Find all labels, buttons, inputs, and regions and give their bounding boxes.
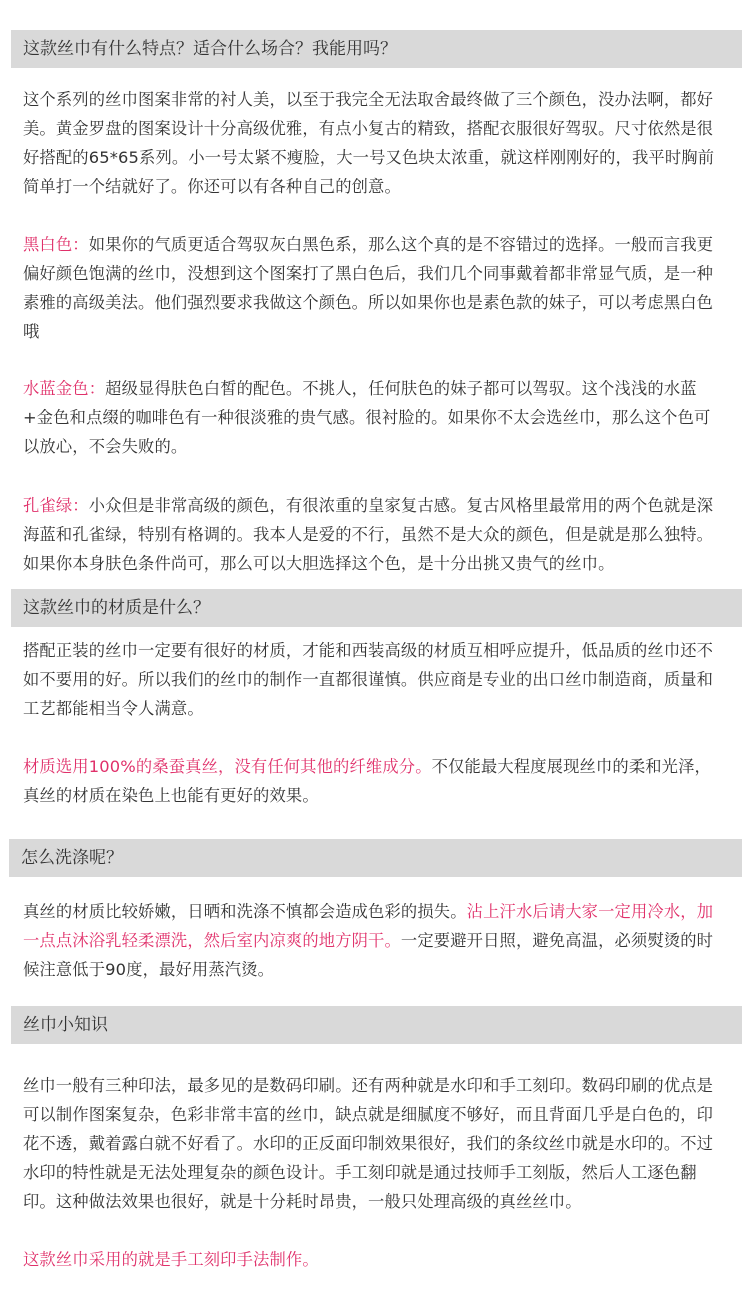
black-white-label: 黑白色： bbox=[23, 235, 89, 254]
aqua-gold-label: 水蓝金色： bbox=[23, 379, 106, 398]
material-intro-paragraph bbox=[23, 636, 719, 723]
material-intro-text: 搭配正装的丝巾一定要有很好的材质，才能和西装高级的材质互相呼应提升，低品质的丝巾还不如不要用的好。所以我们的丝巾的制作一直都很谨慎。供应商是专业的出口丝巾制造商，质量和工艺都能相当令人满意。 bbox=[23, 641, 714, 718]
section-header-washing: 怎么洗涤呢？ bbox=[9, 839, 742, 877]
material-silk-highlight: 材质选用100%的桑蚕真丝，没有任何其他的纤维成分。 bbox=[23, 757, 432, 776]
knowledge-text: 丝巾一般有三种印法，最多见的是数码印刷。还有两种就是水印和手工刻印。数码印刷的优点是可以制作图案复杂，色彩非常丰富的丝巾，缺点就是细腻度不够好，而且背面几乎是白色的，印花不透，戴着露白就不好看了。水印的正反面印制效果很好，我们的条纹丝巾就是水印的。不过水印的特性就是无法处理复杂的颜色设计。手工刻印就是通过技师手工刻版，然后人工逐色翻印。这种做法效果也很好，就是十分耗时昂贵，一般只处理高级的真丝丝巾。 bbox=[23, 1076, 714, 1211]
peacock-green-paragraph bbox=[23, 491, 719, 578]
black-white-text: 如果你的气质更适合驾驭灰白黑色系，那么这个真的是不容错过的选择。一般而言我更偏好颜色饱满的丝巾，没想到这个图案打了黑白色后，我们几个同事戴着都非常显气质，是一种素雅的高级美法。他们强烈要求我做这个颜色。所以如果你也是素色款的妹子，可以考虑黑白色哦 bbox=[23, 235, 714, 341]
peacock-green-text: 小众但是非常高级的颜色，有很浓重的皇家复古感。复古风格里最常用的两个色就是深海蓝和孔雀绿，特别有格调的。我本人是爱的不行，虽然不是大众的颜色，但是就是那么独特。如果你本身肤色条件尚可，那么可以大胆选择这个色，是十分出挑又贵气的丝巾。 bbox=[23, 496, 714, 573]
washing-paragraph bbox=[23, 897, 719, 984]
knowledge-paragraph bbox=[23, 1071, 719, 1216]
washing-text-after: 一定要避开日照，避免高温，必须熨烫的时候注意低于90度，最好用蒸汽烫。 bbox=[23, 931, 714, 979]
material-silk-paragraph bbox=[23, 752, 719, 810]
section-header-features: 这款丝巾有什么特点？适合什么场合？我能用吗？ bbox=[11, 30, 742, 68]
black-white-paragraph bbox=[23, 230, 719, 346]
material-silk-text: 不仅能最大程度展现丝巾的柔和光泽，真丝的材质在染色上也能有更好的效果。 bbox=[23, 757, 711, 805]
aqua-gold-text: 超级显得肤色白皙的配色。不挑人，任何肤色的妹子都可以驾驭。这个浅浅的水蓝+金色和点缀的咖啡色有一种很淡雅的贵气感。很衬脸的。如果你不太会选丝巾，那么这个色可以放心，不会失败的。 bbox=[23, 379, 711, 456]
washing-highlight: 沾上汗水后请大家一定用冷水，加一点点沐浴乳轻柔漂洗，然后室内凉爽的地方阴干。 bbox=[23, 902, 714, 950]
features-intro-paragraph bbox=[23, 85, 719, 201]
washing-text: 真丝的材质比较娇嫩，日晒和洗涤不慎都会造成色彩的损失。 bbox=[23, 902, 467, 921]
knowledge-highlight-paragraph bbox=[23, 1245, 719, 1274]
peacock-green-label: 孔雀绿： bbox=[23, 496, 89, 515]
aqua-gold-paragraph bbox=[23, 374, 719, 461]
knowledge-highlight: 这款丝巾采用的就是手工刻印手法制作。 bbox=[23, 1250, 319, 1269]
section-header-material: 这款丝巾的材质是什么？ bbox=[11, 589, 742, 627]
features-intro-text: 这个系列的丝巾图案非常的衬人美，以至于我完全无法取舍最终做了三个颜色，没办法啊，都好美。黄金罗盘的图案设计十分高级优雅，有点小复古的精致，搭配衣服很好驾驭。尺寸依然是很好搭配的65*65系列。小一号太紧不瘦脸，大一号又色块太浓重，就这样刚刚好的，我平时胸前简单打一个结就好了。你还可以有各种自己的创意。 bbox=[23, 90, 715, 196]
section-header-knowledge: 丝巾小知识 bbox=[11, 1006, 742, 1044]
